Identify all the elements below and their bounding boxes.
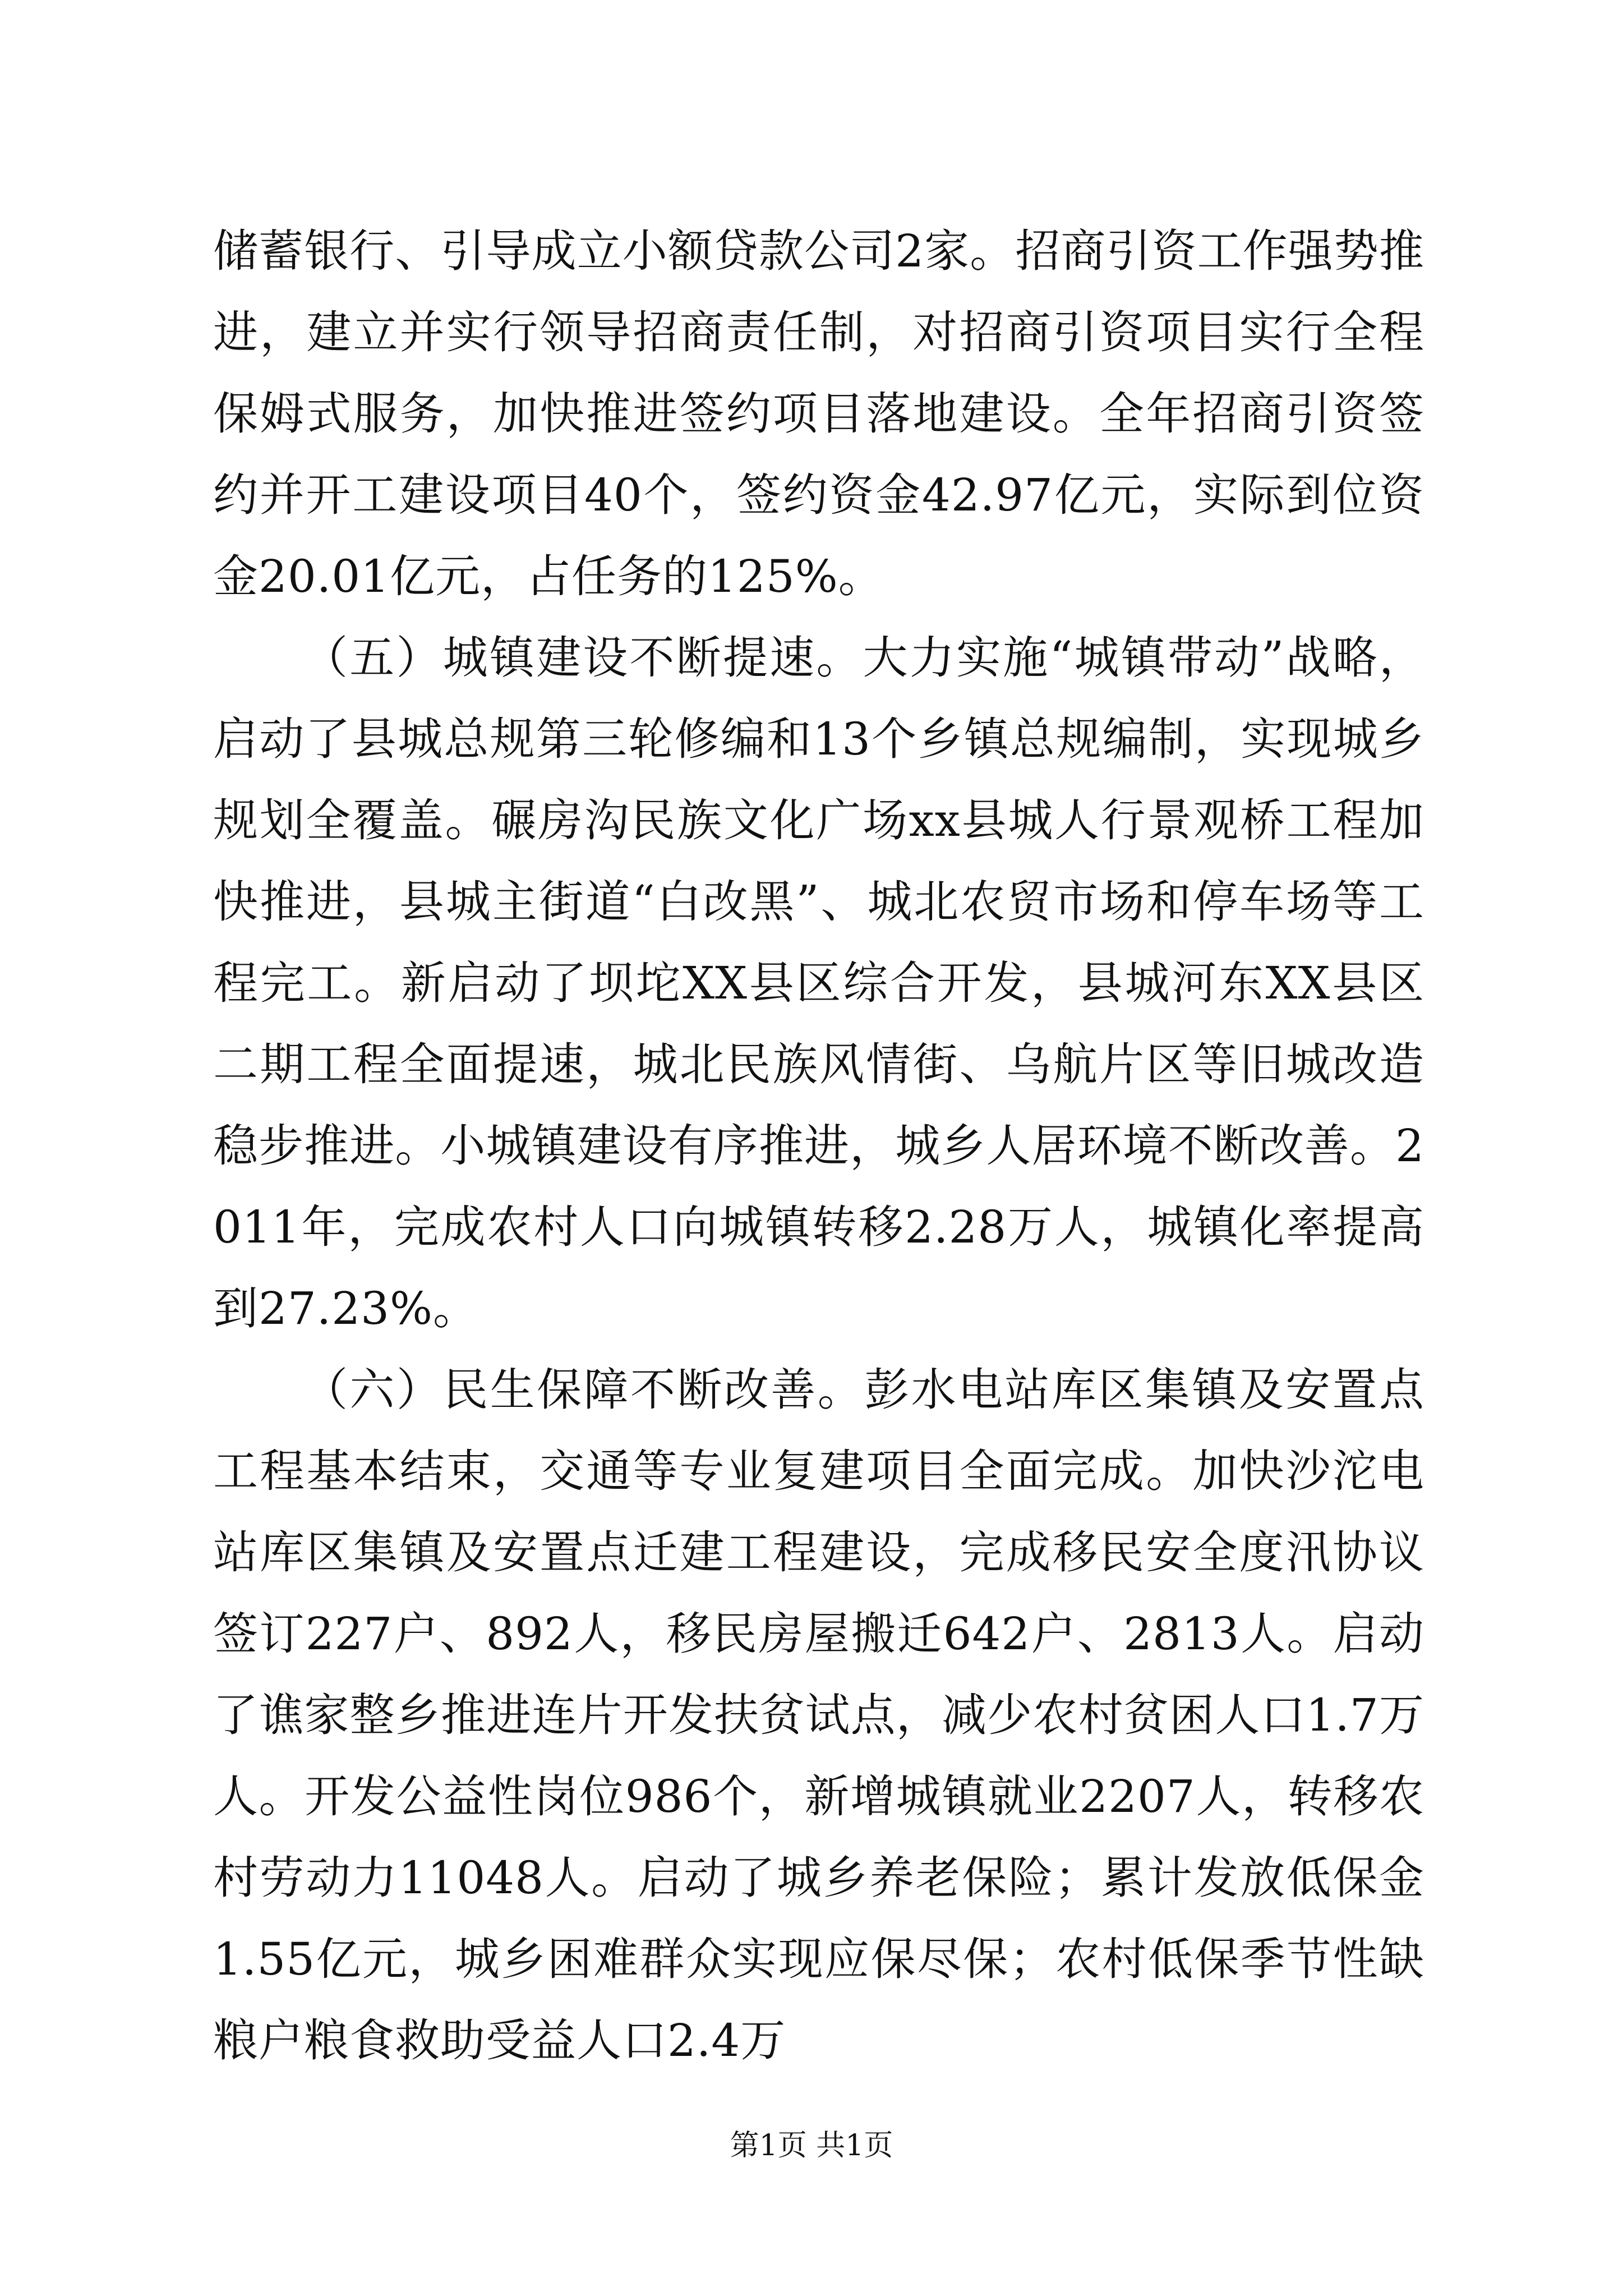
paragraph-urban-construction: （五）城镇建设不断提速。大力实施“城镇带动”战略，启动了县城总规第三轮修编和13个乡镇总规编制，实现城乡规划全覆盖。碾房沟民族文化广场xx县城人行景观桥工程加快推进，县城主街道“白改黑”、城北农贸市场和停车场等工程完工。新启动了坝坨XX县区综合开发，县城河东XX县区二期工程全面提速，城北民族风情街、乌航片区等旧城改造稳步推进。小城镇建设有序推进，城乡人居环境不断改善。2011年，完成农村人口向城镇转移2.28万人，城镇化率提高到27.23%。 [213,632,1424,1335]
paragraph-investment: 储蓄银行、引导成立小额贷款公司2家。招商引资工作强势推进，建立并实行领导招商责任制，对招商引资项目实行全程保姆式服务，加快推进签约项目落地建设。全年招商引资签约并开工建设项目40个，签约资金42.97亿元，实际到位资金20.01亿元，占任务的125%。 [213,225,1424,602]
document-body [213,210,1424,2081]
page-number-footer: 第1页 共1页 [730,2129,893,2162]
paragraph-livelihood: （六）民生保障不断改善。彭水电站库区集镇及安置点工程基本结束，交通等专业复建项目全面完成。加快沙沱电站库区集镇及安置点迁建工程建设，完成移民安全度汛协议签订227户、892人，移民房屋搬迁642户、2813人。启动了谯家整乡推进连片开发扶贫试点，减少农村贫困人口1.7万人。开发公益性岗位986个，新增城镇就业2207人，转移农村劳动力11048人。启动了城乡养老保险；累计发放低保金1.55亿元，城乡困难群众实现应保尽保；农村低保季节性缺粮户粮食救助受益人口2.4万 [213,1364,1424,2067]
